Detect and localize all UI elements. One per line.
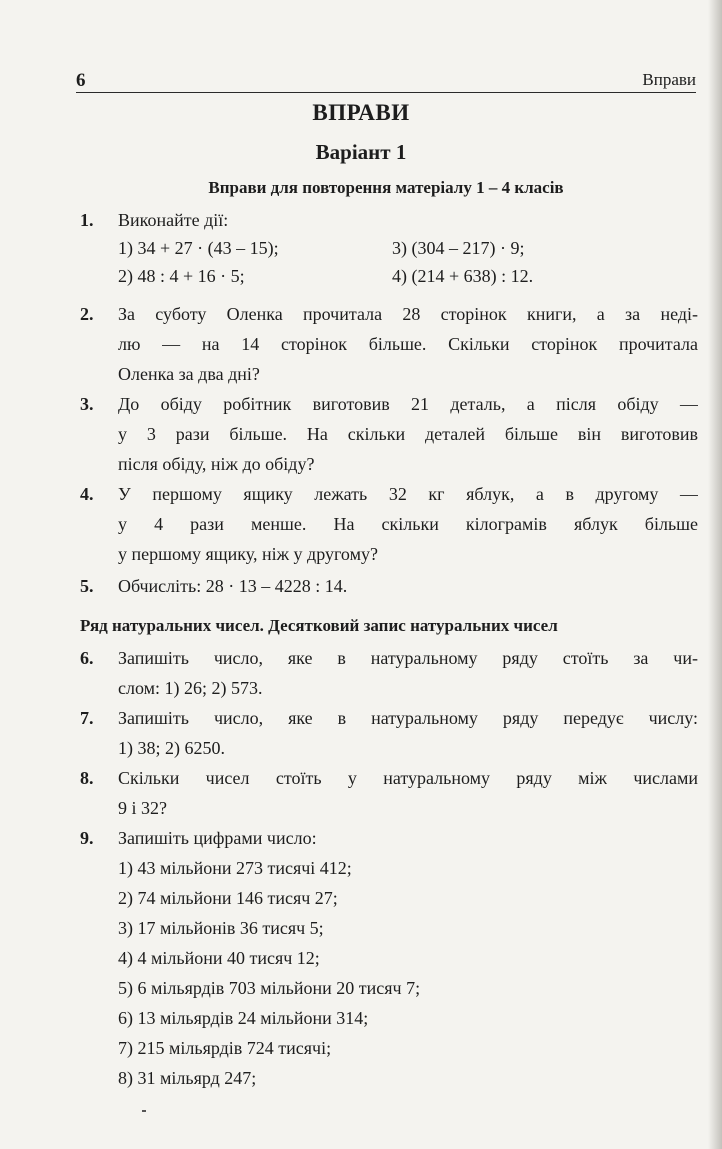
exercise-text: Виконайте дії: xyxy=(118,210,229,230)
page-edge-shadow xyxy=(708,0,722,1149)
exercise-line: За суботу Оленка прочитала 28 сторінок книги, а за неді- xyxy=(118,304,698,324)
exercise-line: лю — на 14 сторінок більше. Скільки сторінок прочитала xyxy=(118,334,698,354)
exercise-number: 7. xyxy=(80,708,94,728)
exercise-line: у 3 рази більше. На скільки деталей більше він виготовив xyxy=(118,424,698,444)
exercise-item: 5) 6 мільярдів 703 мільйони 20 тисяч 7; xyxy=(118,978,421,998)
exercise-number: 2. xyxy=(80,304,94,324)
exercise-item: 3) 17 мільйонів 36 тисяч 5; xyxy=(118,918,324,938)
exercise-number: 4. xyxy=(80,484,94,504)
exercise-number: 6. xyxy=(80,648,94,668)
exercise-number: 1. xyxy=(80,210,94,230)
exercise-line: У першому ящику лежать 32 кг яблук, а в другому — xyxy=(118,484,698,504)
exercise-number: 8. xyxy=(80,768,94,788)
exercise-number: 9. xyxy=(80,828,94,848)
exercise-number: 3. xyxy=(80,394,94,414)
exercise-line: 9 і 32? xyxy=(118,798,167,818)
exercise-line: Скільки чисел стоїть у натуральному ряду між числами xyxy=(118,768,698,788)
exercise-item: 4) (214 + 638) : 12. xyxy=(392,266,534,286)
exercise-text: Обчисліть: 28 · 13 – 4228 : 14. xyxy=(118,576,348,596)
page-number: 6 xyxy=(76,70,86,91)
exercise-text: Запишіть цифрами число: xyxy=(118,828,317,848)
exercise-line: у першому ящику, ніж у другому? xyxy=(118,544,378,564)
exercise-item: 7) 215 мільярдів 724 тисячі; xyxy=(118,1038,332,1058)
exercise-item: 1) 43 мільйони 273 тисячі 412; xyxy=(118,858,352,878)
variant-title: Варіант 1 xyxy=(315,140,407,164)
exercise-item: 4) 4 мільйони 40 тисяч 12; xyxy=(118,948,320,968)
exercise-line: слом: 1) 26; 2) 573. xyxy=(118,678,263,698)
running-title: Вправи xyxy=(642,70,696,89)
exercise-line: Оленка за два дні? xyxy=(118,364,260,384)
page-title: ВПРАВИ xyxy=(312,100,410,125)
exercise-item: 3) (304 – 217) · 9; xyxy=(392,238,525,258)
section-heading-review: Вправи для повторення матеріалу 1 – 4 класів xyxy=(208,178,564,197)
exercise-item: 1) 34 + 27 · (43 – 15); xyxy=(118,238,279,258)
exercise-line: Запишіть число, яке в натуральному ряду стоїть за чи- xyxy=(118,648,698,668)
exercise-item: 8) 31 мільярд 247; xyxy=(118,1068,257,1088)
exercise-line: До обіду робітник виготовив 21 деталь, а після обіду — xyxy=(118,394,698,414)
exercise-line: 1) 38; 2) 6250. xyxy=(118,738,225,758)
exercise-line: у 4 рази менше. На скільки кілограмів яблук більше xyxy=(118,514,698,534)
exercise-item: 2) 48 : 4 + 16 · 5; xyxy=(118,266,245,286)
print-speck xyxy=(142,1110,146,1112)
exercise-line: після обіду, ніж до обіду? xyxy=(118,454,315,474)
section-heading-natural-numbers: Ряд натуральних чисел. Десятковий запис натуральних чисел xyxy=(80,616,558,635)
exercise-item: 6) 13 мільярдів 24 мільйони 314; xyxy=(118,1008,369,1028)
exercise-number: 5. xyxy=(80,576,94,596)
running-header xyxy=(76,68,696,93)
exercise-line: Запишіть число, яке в натуральному ряду передує числу: xyxy=(118,708,698,728)
exercise-item: 2) 74 мільйони 146 тисяч 27; xyxy=(118,888,338,908)
